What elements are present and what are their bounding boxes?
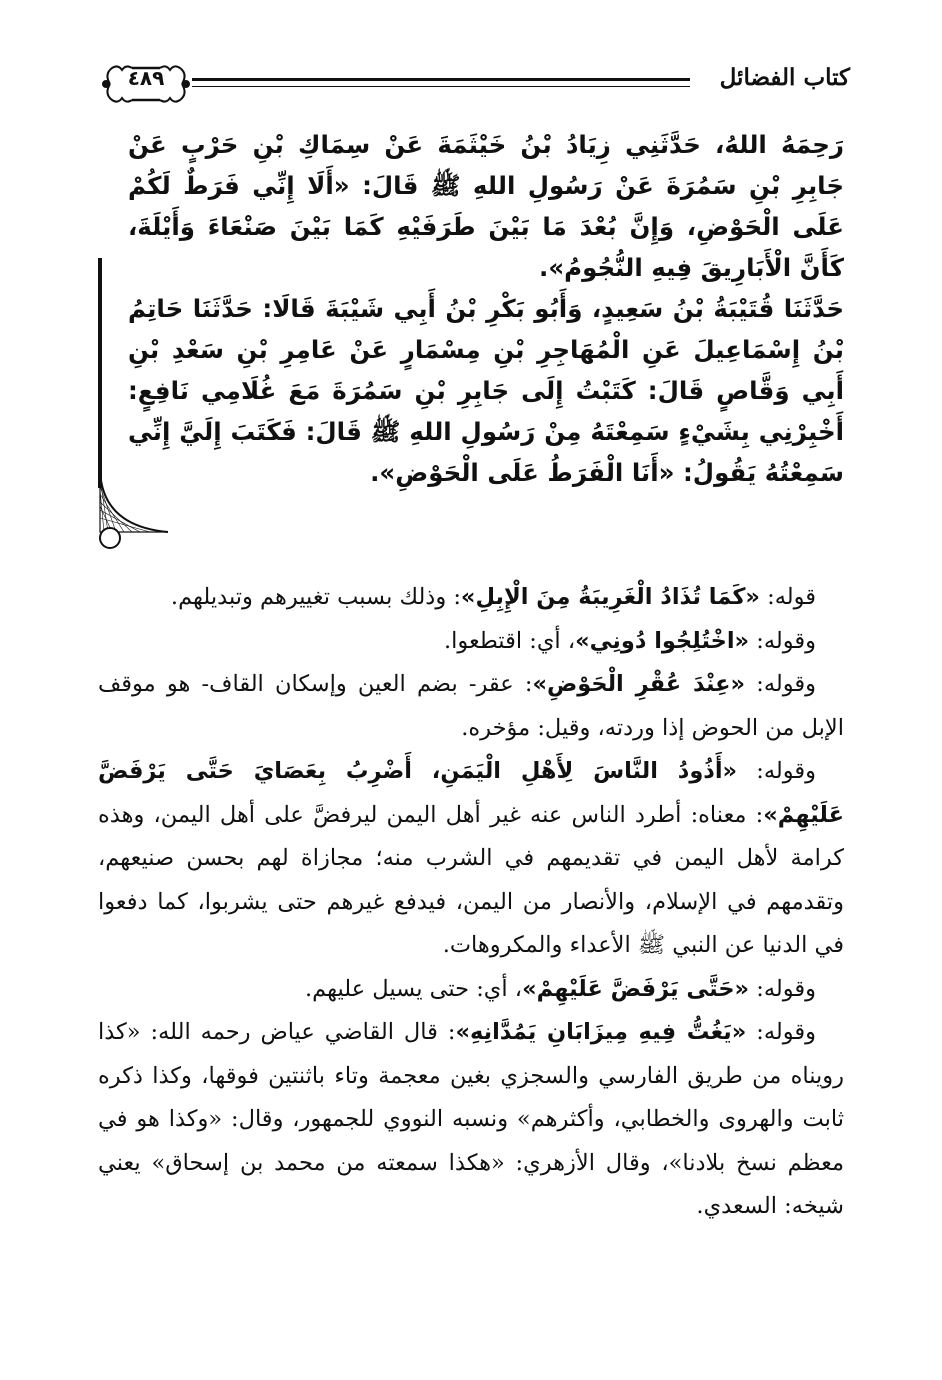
commentary-quote: «حَتَّى يَرْفَضَّ عَلَيْهِمْ»	[522, 975, 750, 1002]
commentary-quote: «اخْتُلِجُوا دُونِي»	[575, 627, 750, 654]
hadith-paragraph-2: حَدَّثَنَا قُتَيْبَةُ بْنُ سَعِيدٍ، وَأَبُو بَكْرِ بْنُ أَبِي شَيْبَةَ قَالَا: حَدَّثَنَا حَاتِمُ بْنُ إِسْمَاعِيلَ عَنِ الْمُهَاجِرِ بْنِ مِسْمَارٍ عَنْ عَامِرِ بْنِ سَعْدِ بْنِ أَبِي وَقَّاصٍ قَالَ: كَتَبْتُ إِلَى جَابِرِ بْنِ سَمُرَةَ مَعَ غُلَامِي نَافِعٍ: أَخْبِرْنِي بِشَيْءٍ سَمِعْتَهُ مِنْ رَسُولِ اللهِ ﷺ قَالَ: فَكَتَبَ إِلَيَّ إِنِّي سَمِعْتُهُ يَقُولُ: «أَنَا الْفَرَطُ عَلَى الْحَوْضِ».	[128, 294, 844, 487]
commentary-lead: قوله:	[759, 584, 816, 610]
header-rule-thin	[192, 86, 690, 87]
commentary-lead: وقوله:	[745, 671, 816, 697]
commentary-paragraph-2	[98, 620, 844, 664]
commentary-block	[98, 576, 844, 1229]
margin-rule	[98, 258, 102, 488]
hadith-block	[128, 124, 844, 493]
commentary-quote: «عِنْدَ عُقْرِ الْحَوْضِ»	[532, 671, 746, 697]
commentary-quote: «يَغُتُّ فِيهِ مِيزَابَانِ يَمُدَّانِهِ»	[455, 1019, 747, 1045]
commentary-paragraph-1	[98, 576, 844, 620]
commentary-lead: وقوله:	[737, 758, 816, 784]
page-number-ornament	[100, 60, 192, 108]
commentary-paragraph-5	[98, 968, 844, 1012]
commentary-paragraph-4	[98, 750, 844, 968]
header-rule	[192, 78, 690, 81]
commentary-paragraph-3	[98, 663, 844, 750]
commentary-quote: «أَذُودُ النَّاسَ لِأَهْلِ الْيَمَنِ، أَضْرِبُ بِعَصَايَ حَتَّى يَرْفَضَّ عَلَيْهِمْ»	[98, 758, 844, 828]
commentary-text: : معناه: أطرد الناس عنه غير أهل اليمن ليرفضَّ على أهل اليمن، وهذه كرامة لأهل اليمن في تقديمهم في الشرب منه؛ مجازاة لهم بحسن صنيعهم، وتقدمهم في الإسلام، والأنصار من اليمن، فيدفع غيرهم حتى يشربوا، كما دفعوا في الدنيا عن النبي ﷺ الأعداء والمكروهات.	[98, 801, 844, 958]
commentary-text: : قال القاضي عياض رحمه الله: «كذا رويناه من طريق الفارسي والسجزي بغين معجمة وتاء باثنتين فوقها، وكذا ذكره ثابت والهروى والخطابي، وأكثرهم» ونسبه النووي للجمهور، وقال: «وكذا هو في معظم نسخ بلادنا»، وقال الأزهري: «هكذا سمعته من محمد بن إسحاق» يعني شيخه: السعدي.	[98, 1019, 844, 1219]
commentary-text: ، أي: حتى يسيل عليهم.	[304, 975, 523, 1002]
commentary-text: : وذلك بسبب تغييرهم وتبديلهم.	[170, 584, 461, 610]
commentary-quote: «كَمَا تُذَادُ الْغَرِيبَةُ مِنَ الْإِبِلِ»	[460, 584, 760, 610]
hadith-paragraph-1: رَحِمَهُ اللهُ، حَدَّثَنِي زِيَادُ بْنُ خَيْثَمَةَ عَنْ سِمَاكِ بْنِ حَرْبٍ عَنْ جَابِرِ بْنِ سَمُرَةَ عَنْ رَسُولِ اللهِ ﷺ قَالَ: «أَلَا إِنِّي فَرَطٌ لَكُمْ عَلَى الْحَوْضِ، وَإِنَّ بُعْدَ مَا بَيْنَ طَرَفَيْهِ كَمَا بَيْنَ صَنْعَاءَ وَأَيْلَةَ، كَأَنَّ الْأَبَارِيقَ فِيهِ النُّجُومُ».	[128, 130, 844, 282]
commentary-text: ، أي: اقتطعوا.	[443, 627, 576, 654]
commentary-lead: وقوله:	[749, 975, 816, 1002]
commentary-lead: وقوله:	[746, 1019, 816, 1045]
corner-ornament-icon	[96, 470, 186, 560]
commentary-lead: وقوله:	[749, 627, 816, 654]
book-title: كتاب الفضائل	[719, 64, 850, 91]
page-header	[100, 60, 850, 116]
commentary-text: : عقر- بضم العين وإسكان القاف- هو موقف الإبل من الحوض إذا وردته، وقيل: مؤخره.	[98, 671, 844, 741]
page-number: ٤٨٩	[127, 66, 165, 90]
commentary-paragraph-6	[98, 1011, 844, 1229]
